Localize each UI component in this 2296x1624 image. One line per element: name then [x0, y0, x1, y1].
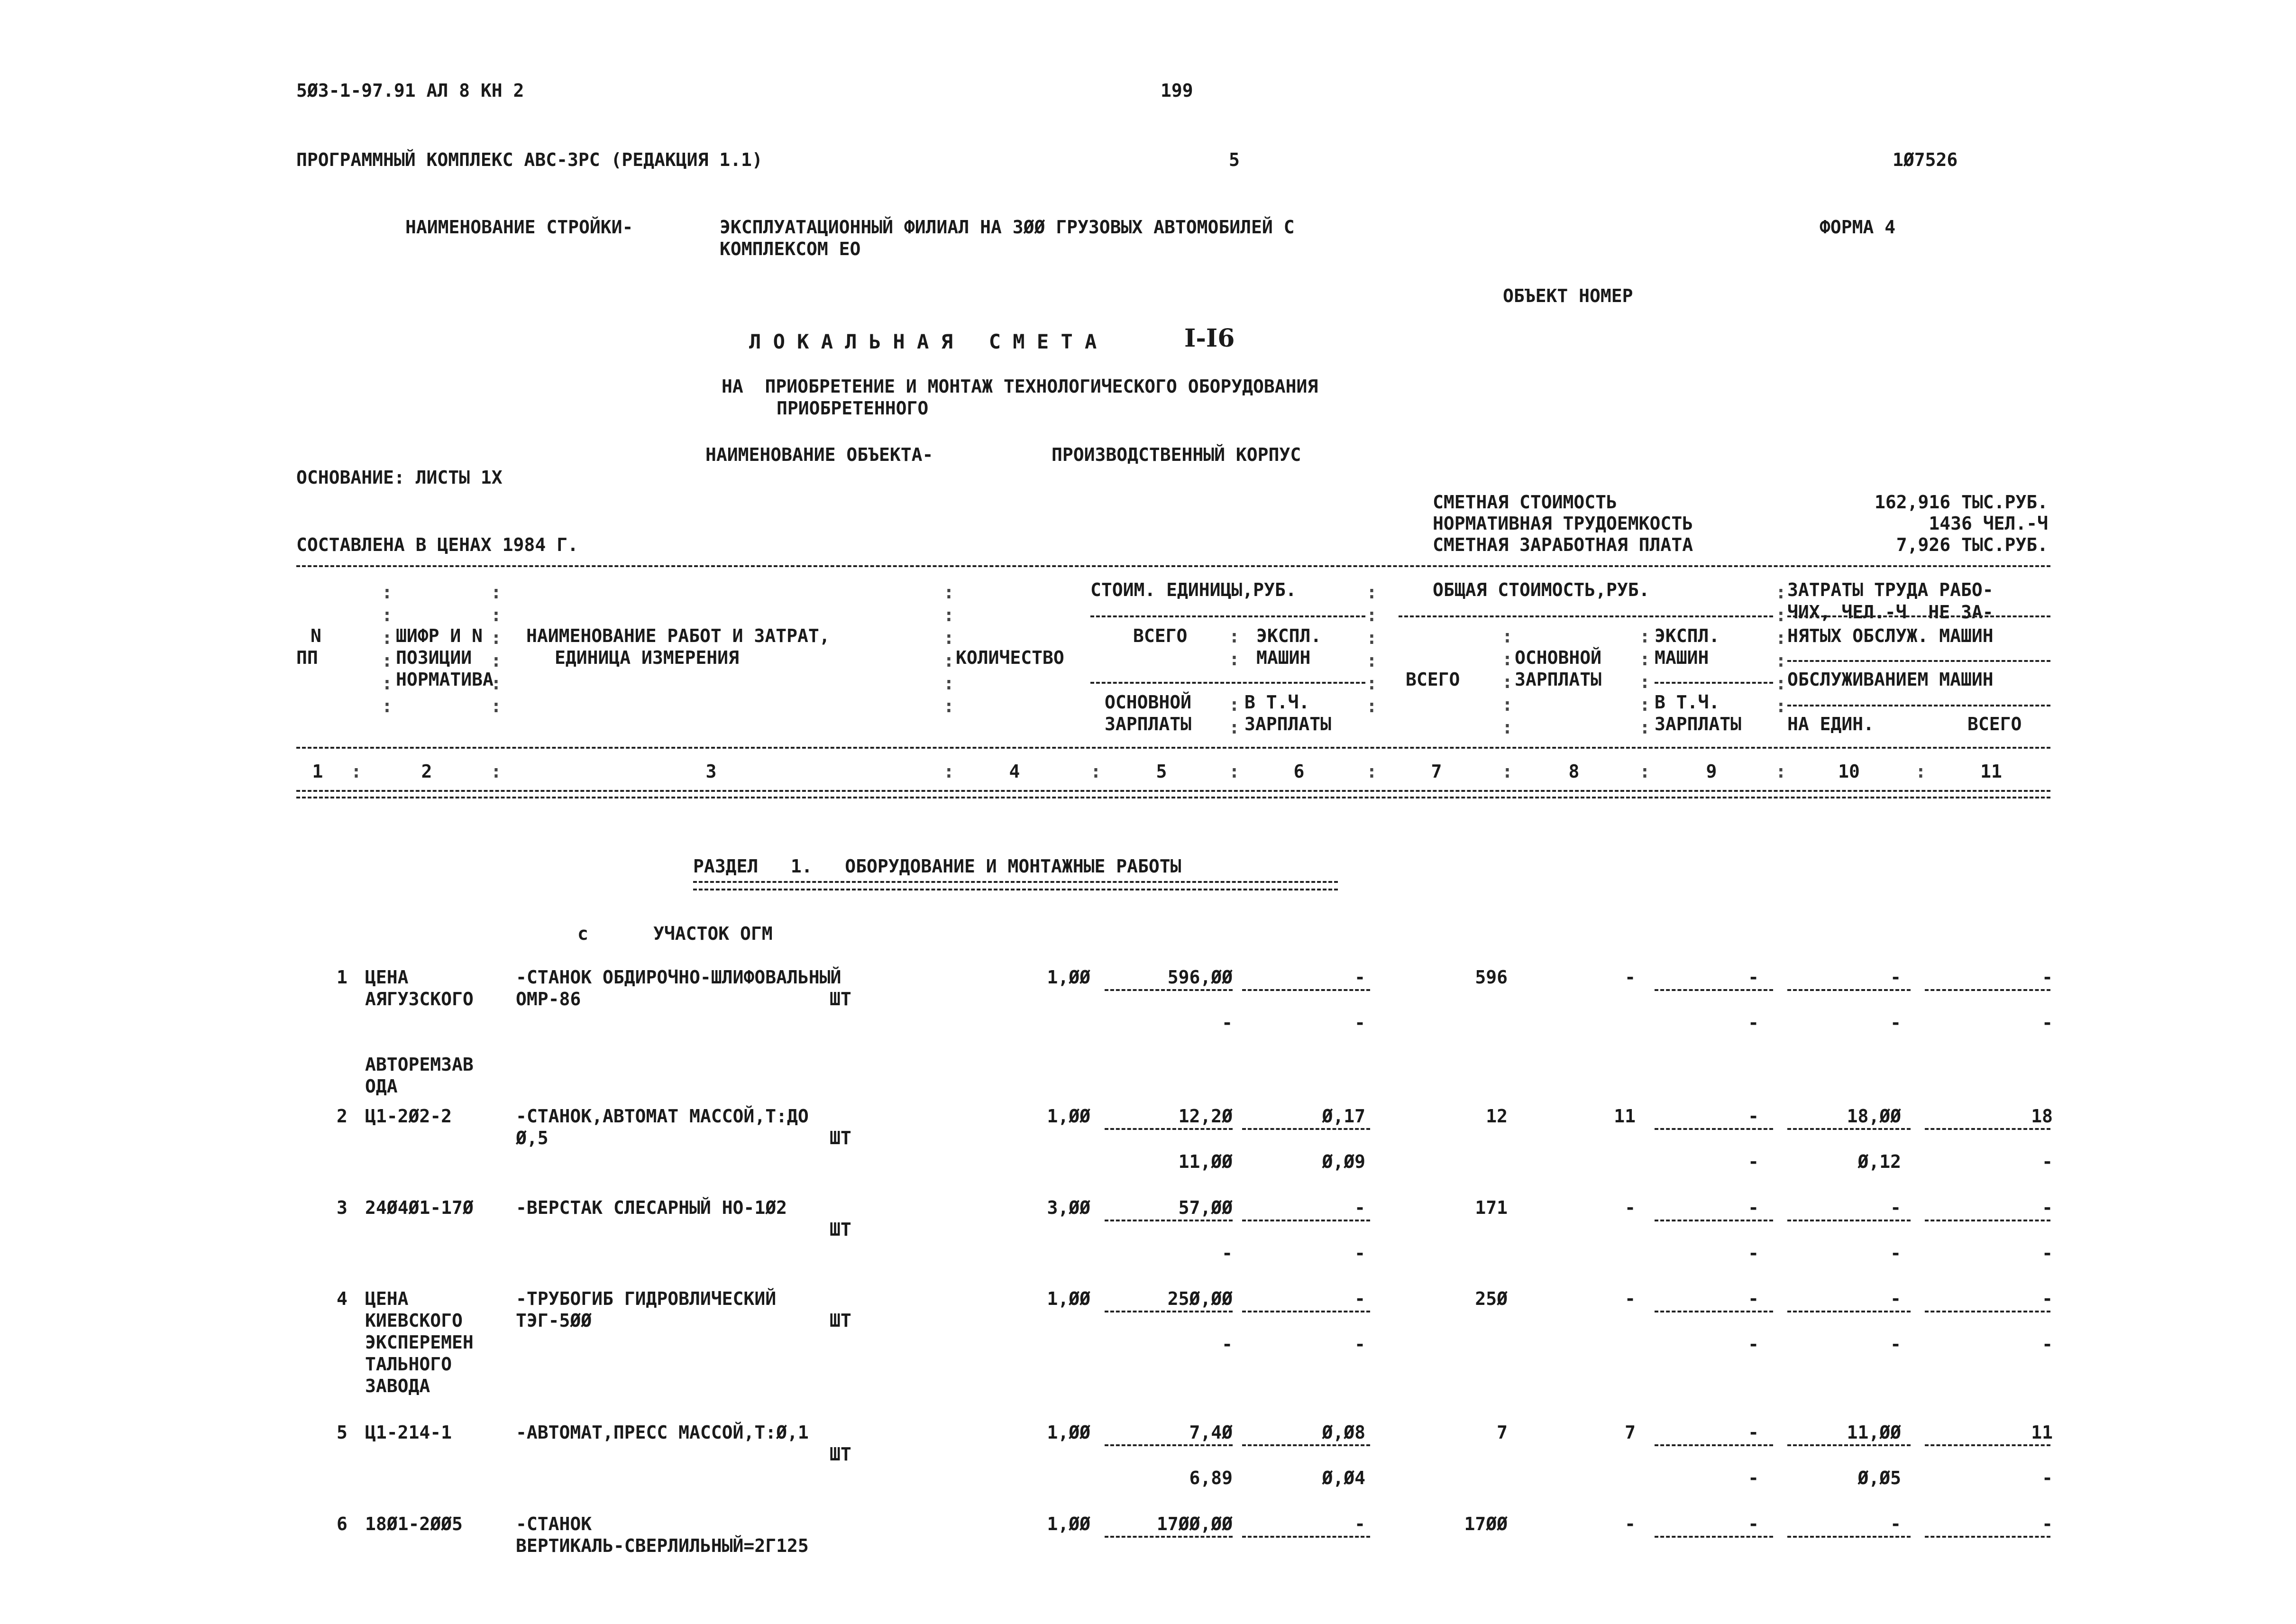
summary-label-labor: НОРМАТИВНАЯ ТРУДОЕМКОСТЬ	[1433, 513, 1693, 534]
form-label: ФОРМА 4	[1820, 217, 1896, 238]
row-unit-wage: 11,ØØ	[1178, 1151, 1233, 1172]
subsection-title: УЧАСТОК ОГМ	[653, 923, 773, 944]
cell-rule	[1655, 1220, 1773, 1221]
col-header-total-machines-2: МАШИН	[1655, 647, 1709, 668]
row-total-machine-wage: -	[1748, 1468, 1759, 1488]
construction-name: ЭКСПЛУАТАЦИОННЫЙ ФИЛИАЛ НА 3ØØ ГРУЗОВЫХ АВТОМОБИЛЕЙ С	[720, 217, 1295, 238]
section-title: РАЗДЕЛ 1. ОБОРУДОВАНИЕ И МОНТАЖНЫЕ РАБОТЫ	[693, 856, 1181, 877]
cell-rule	[1787, 1444, 1911, 1446]
header-inner-rule	[1787, 615, 2050, 617]
col-sep: :	[351, 761, 362, 782]
row-number: 3	[337, 1197, 348, 1218]
row-unit-wage: 6,89	[1189, 1468, 1233, 1488]
cell-rule	[1242, 1536, 1370, 1538]
col-number: 10	[1838, 761, 1860, 782]
col-number: 2	[421, 761, 432, 782]
col-header-labor-per-unit: НА ЕДИН.	[1787, 714, 1875, 734]
row-total-basic-wage: -	[1625, 1514, 1636, 1534]
row-name: -СТАНОК,АВТОМАТ МАССОЙ,Т:ДО	[516, 1106, 809, 1127]
row-unit-cost-machines: Ø,Ø8	[1322, 1422, 1365, 1443]
sheet-number: 5	[1229, 149, 1240, 170]
col-sep: :	[491, 761, 502, 782]
row-unit-wage: -	[1222, 1012, 1233, 1033]
row-total-cost: 12	[1486, 1106, 1508, 1127]
row-number: 1	[337, 967, 348, 988]
col-number: 1	[312, 761, 323, 782]
row-total-basic-wage: -	[1625, 1288, 1636, 1309]
row-total-cost: 25Ø	[1475, 1288, 1508, 1309]
row-total-machine-wage: -	[1748, 1334, 1759, 1355]
col-header-unit-machines-2: МАШИН	[1256, 647, 1311, 668]
row-unit-machine-wage: Ø,Ø9	[1322, 1151, 1365, 1172]
row-labor-total: 11	[2031, 1422, 2053, 1443]
row-unit-machine-wage: Ø,Ø4	[1322, 1468, 1365, 1488]
header-bottom-rule	[296, 747, 2050, 749]
col-sep: :	[1366, 761, 1377, 782]
col-sep: : : : : : :	[382, 582, 393, 716]
cell-rule	[1787, 989, 1911, 991]
row-total-basic-wage: -	[1625, 967, 1636, 988]
row-labor-total: -	[2042, 1514, 2053, 1534]
col-header-labor: ЗАТРАТЫ ТРУДА РАБО-	[1787, 579, 1994, 600]
row-total-machines: -	[1748, 1197, 1759, 1218]
col-header-code-3: НОРМАТИВА	[396, 669, 494, 690]
row-labor-per-unit: -	[1890, 1288, 1901, 1309]
cell-rule	[1655, 1128, 1773, 1130]
summary-label-wages: СМЕТНАЯ ЗАРАБОТНАЯ ПЛАТА	[1433, 534, 1693, 555]
estimate-basis: ОСНОВАНИЕ: ЛИСТЫ 1Х	[296, 467, 503, 488]
row-labor-total: -	[2042, 967, 2053, 988]
col-sep: : : : : : :	[943, 582, 954, 716]
col-sep: :	[1775, 761, 1786, 782]
row-labor-machine-total: -	[2042, 1468, 2053, 1488]
row-name: -ТРУБОГИБ ГИДРОВЛИЧЕСКИЙ	[516, 1288, 777, 1309]
col-sep: : : : : : :	[491, 582, 502, 716]
col-header-labor-4: ОБСЛУЖИВАНИЕМ МАШИН	[1787, 669, 1994, 690]
row-code: ЗАВОДА	[365, 1376, 430, 1396]
row-quantity: 1,ØØ	[1047, 1106, 1090, 1127]
row-labor-machine-total: -	[2042, 1334, 2053, 1355]
row-labor-per-unit: -	[1890, 1514, 1901, 1534]
row-labor-per-unit: -	[1890, 967, 1901, 988]
row-total-cost: 171	[1475, 1197, 1508, 1218]
row-code: ОДА	[365, 1076, 398, 1097]
header-inner-rule	[1399, 615, 1773, 617]
cell-rule	[1242, 1128, 1370, 1130]
row-name: -СТАНОК	[516, 1514, 592, 1534]
col-number: 7	[1431, 761, 1442, 782]
cell-rule	[1242, 1220, 1370, 1221]
col-number: 6	[1293, 761, 1305, 782]
header-inner-rule	[1787, 705, 2050, 706]
estimate-purpose: НА ПРИОБРЕТЕНИЕ И МОНТАЖ ТЕХНОЛОГИЧЕСКОГО ОБОРУДОВАНИЯ	[722, 376, 1318, 397]
row-name: -ВЕРСТАК СЛЕСАРНЫЙ НО-1Ø2	[516, 1197, 787, 1218]
header-inner-rule	[1090, 682, 1365, 684]
cell-rule	[1925, 1536, 2050, 1538]
object-number-label: ОБЪЕКТ НОМЕР	[1503, 285, 1633, 306]
col-header-total-basic-wage: ОСНОВНОЙ	[1515, 647, 1602, 668]
row-labor-machine-per-unit: -	[1890, 1334, 1901, 1355]
construction-name-cont: КОМПЛЕКСОМ ЕО	[720, 239, 861, 259]
row-code: 24Ø4Ø1-17Ø	[365, 1197, 474, 1218]
col-header-pp: ПП	[296, 647, 318, 668]
col-header-total-machines: ЭКСПЛ.	[1655, 625, 1720, 646]
col-sep: : : : : : :	[1366, 582, 1377, 716]
row-unit-cost-machines: -	[1354, 1197, 1365, 1218]
summary-label-cost: СМЕТНАЯ СТОИМОСТЬ	[1433, 492, 1617, 513]
row-unit-machine-wage: -	[1354, 1012, 1365, 1033]
row-code: ЭКСПЕРЕМЕН	[365, 1332, 474, 1353]
col-header-unit-cost: СТОИМ. ЕДИНИЦЫ,РУБ.	[1090, 579, 1297, 600]
col-header-unit-basic-wage: ОСНОВНОЙ	[1105, 692, 1192, 713]
col-number: 9	[1706, 761, 1717, 782]
row-total-machine-wage: -	[1748, 1151, 1759, 1172]
row-unit: ШТ	[830, 1219, 851, 1240]
row-quantity: 1,ØØ	[1047, 1288, 1090, 1309]
row-unit-cost-total: 57,ØØ	[1178, 1197, 1233, 1218]
col-sep: :	[1090, 761, 1101, 782]
cell-rule	[1787, 1536, 1911, 1538]
cell-rule	[1105, 989, 1233, 991]
row-total-machine-wage: -	[1748, 1243, 1759, 1264]
estimate-prices: СОСТАВЛЕНА В ЦЕНАХ 1984 Г.	[296, 534, 578, 555]
col-sep: : : : : :	[1502, 626, 1513, 738]
row-total-cost: 596	[1475, 967, 1508, 988]
row-total-machines: -	[1748, 967, 1759, 988]
cell-rule	[1655, 1536, 1773, 1538]
construction-label: НАИМЕНОВАНИЕ СТРОЙКИ-	[405, 217, 633, 238]
estimate-title: Л О К А Л Ь Н А Я С М Е Т А	[749, 330, 1097, 353]
row-number: 2	[337, 1106, 348, 1127]
row-unit: ШТ	[830, 1444, 851, 1465]
row-unit-wage: -	[1222, 1334, 1233, 1355]
cell-rule	[1105, 1536, 1233, 1538]
row-labor-machine-per-unit: -	[1890, 1012, 1901, 1033]
row-number: 4	[337, 1288, 348, 1309]
row-unit-cost-machines: Ø,17	[1322, 1106, 1365, 1127]
col-header-qty: КОЛИЧЕСТВО	[956, 647, 1064, 668]
col-header-labor-2: ЧИХ, ЧЕЛ.-Ч НЕ ЗА-	[1787, 602, 1994, 623]
row-unit-cost-total: 17ØØ,ØØ	[1156, 1514, 1233, 1534]
row-total-basic-wage: 11	[1614, 1106, 1636, 1127]
document-code: 5Ø3-1-97.91 АЛ 8 КН 2	[296, 80, 524, 101]
col-header-name: НАИМЕНОВАНИЕ РАБОТ И ЗАТРАТ,	[526, 625, 830, 646]
row-name: ВЕРТИКАЛЬ-СВЕРЛИЛЬНЫЙ=2Г125	[516, 1535, 809, 1556]
col-sep: :	[1639, 761, 1650, 782]
cell-rule	[1242, 989, 1370, 991]
col-number: 4	[1009, 761, 1020, 782]
col-sep: :	[1915, 761, 1926, 782]
column-numbers-rule	[296, 797, 2050, 798]
summary-value-cost: 162,916 ТЫС.РУБ.	[1874, 492, 2048, 513]
estimate-number: I-I6	[1184, 324, 1235, 353]
row-name: ОМР-86	[516, 989, 581, 1009]
row-labor-machine-total: -	[2042, 1151, 2053, 1172]
row-total-cost: 17ØØ	[1464, 1514, 1508, 1534]
row-number: 5	[337, 1422, 348, 1443]
col-header-unit-total: ВСЕГО	[1133, 625, 1188, 646]
cell-rule	[1655, 1444, 1773, 1446]
row-quantity: 3,ØØ	[1047, 1197, 1090, 1218]
table-top-rule	[296, 565, 2050, 567]
row-total-machines: -	[1748, 1514, 1759, 1534]
row-name: ТЭГ-5ØØ	[516, 1310, 592, 1331]
cell-rule	[1105, 1220, 1233, 1221]
cell-rule	[1242, 1444, 1370, 1446]
cell-rule	[1925, 1311, 2050, 1312]
row-unit: ШТ	[830, 1128, 851, 1148]
summary-value-labor: 1436 ЧЕЛ.-Ч	[1929, 513, 2048, 534]
row-unit-cost-total: 12,2Ø	[1178, 1106, 1233, 1127]
cell-rule	[1925, 1128, 2050, 1130]
cell-rule	[1787, 1220, 1911, 1221]
row-code: Ц1-214-1	[365, 1422, 452, 1443]
header-inner-rule	[1655, 682, 1773, 684]
row-code: АВТОРЕМЗАВ	[365, 1054, 474, 1075]
row-labor-total: -	[2042, 1288, 2053, 1309]
row-labor-machine-total: -	[2042, 1243, 2053, 1264]
col-number: 5	[1156, 761, 1167, 782]
header-inner-rule	[1090, 615, 1365, 617]
col-sep: : : : : : :	[1775, 582, 1786, 716]
row-number: 6	[337, 1514, 348, 1534]
col-header-total-basic-wage-2: ЗАРПЛАТЫ	[1515, 669, 1602, 690]
row-total-basic-wage: 7	[1625, 1422, 1636, 1443]
col-header-total-cost: ОБЩАЯ СТОИМОСТЬ,РУБ.	[1433, 579, 1650, 600]
summary-value-wages: 7,926 ТЫС.РУБ.	[1896, 534, 2048, 555]
row-quantity: 1,ØØ	[1047, 967, 1090, 988]
row-labor-total: -	[2042, 1197, 2053, 1218]
cell-rule	[1655, 989, 1773, 991]
col-header-n: N	[311, 625, 321, 646]
row-unit-cost-total: 596,ØØ	[1167, 967, 1233, 988]
object-label: НАИМЕНОВАНИЕ ОБЪЕКТА-	[705, 444, 933, 465]
col-header-unit-machines: ЭКСПЛ.	[1256, 625, 1322, 646]
row-quantity: 1,ØØ	[1047, 1514, 1090, 1534]
row-name: -АВТОМАТ,ПРЕСС МАССОЙ,Т:Ø,1	[516, 1422, 809, 1443]
section-underline	[693, 881, 1338, 890]
cell-rule	[1105, 1128, 1233, 1130]
cell-rule	[1925, 1220, 2050, 1221]
row-name: Ø,5	[516, 1128, 549, 1148]
cell-rule	[1242, 1311, 1370, 1312]
row-unit-machine-wage: -	[1354, 1243, 1365, 1264]
row-unit-cost-total: 7,4Ø	[1189, 1422, 1233, 1443]
col-sep: :	[1502, 761, 1513, 782]
row-unit: ШТ	[830, 989, 851, 1009]
col-number: 8	[1568, 761, 1580, 782]
cell-rule	[1105, 1311, 1233, 1312]
col-sep: : : : :	[1229, 626, 1240, 738]
column-numbers-rule	[296, 790, 2050, 792]
cell-rule	[1105, 1444, 1233, 1446]
col-header-total-all: ВСЕГО	[1406, 669, 1460, 690]
col-sep: :	[943, 761, 954, 782]
cell-rule	[1925, 989, 2050, 991]
row-total-machines: -	[1748, 1106, 1759, 1127]
row-labor-machine-per-unit: -	[1890, 1243, 1901, 1264]
row-labor-machine-per-unit: Ø,Ø5	[1857, 1468, 1901, 1488]
row-labor-per-unit: -	[1890, 1197, 1901, 1218]
col-header-total-incl-2: ЗАРПЛАТЫ	[1655, 714, 1742, 734]
col-header-unit-incl-2: ЗАРПЛАТЫ	[1244, 714, 1332, 734]
object-name: ПРОИЗВОДСТВЕННЫЙ КОРПУС	[1052, 444, 1301, 465]
row-labor-per-unit: 11,ØØ	[1847, 1422, 1901, 1443]
row-unit-machine-wage: -	[1354, 1334, 1365, 1355]
row-code: 18Ø1-2ØØ5	[365, 1514, 463, 1534]
row-total-machine-wage: -	[1748, 1012, 1759, 1033]
cell-rule	[1655, 1311, 1773, 1312]
page-number: 199	[1161, 80, 1193, 101]
row-unit-cost-total: 25Ø,ØØ	[1167, 1288, 1233, 1309]
row-total-machines: -	[1748, 1422, 1759, 1443]
row-unit: ШТ	[830, 1310, 851, 1331]
program-title: ПРОГРАММНЫЙ КОМПЛЕКС АВС-ЗРС (РЕДАКЦИЯ 1.1)	[296, 149, 763, 170]
header-inner-rule	[1787, 660, 2050, 662]
col-sep: : : : : :	[1639, 626, 1650, 738]
col-header-code-2: ПОЗИЦИИ	[396, 647, 472, 668]
col-header-unit-incl: В Т.Ч.	[1244, 692, 1310, 713]
cell-rule	[1787, 1128, 1911, 1130]
cell-rule	[1787, 1311, 1911, 1312]
row-code: ТАЛЬНОГО	[365, 1354, 452, 1375]
col-header-unit: ЕДИНИЦА ИЗМЕРЕНИЯ	[555, 647, 739, 668]
row-unit-cost-machines: -	[1354, 967, 1365, 988]
row-code: ЦЕНА	[365, 1288, 409, 1309]
col-sep: :	[1229, 761, 1240, 782]
col-number: 3	[705, 761, 717, 782]
row-code: КИЕВСКОГО	[365, 1310, 463, 1331]
row-unit-cost-machines: -	[1354, 1288, 1365, 1309]
row-labor-machine-total: -	[2042, 1012, 2053, 1033]
row-total-cost: 7	[1497, 1422, 1508, 1443]
row-quantity: 1,ØØ	[1047, 1422, 1090, 1443]
row-unit-cost-machines: -	[1354, 1514, 1365, 1534]
row-labor-machine-per-unit: Ø,12	[1857, 1151, 1901, 1172]
row-total-machines: -	[1748, 1288, 1759, 1309]
cell-rule	[1925, 1444, 2050, 1446]
row-code: АЯГУЗСКОГО	[365, 989, 474, 1009]
col-header-labor-total: ВСЕГО	[1967, 714, 2022, 734]
subsection-mark: с	[577, 923, 588, 944]
row-total-basic-wage: -	[1625, 1197, 1636, 1218]
row-name: -СТАНОК ОБДИРОЧНО-ШЛИФОВАЛЬНЫЙ	[516, 967, 842, 988]
col-header-total-incl: В Т.Ч.	[1655, 692, 1720, 713]
row-code: Ц1-2Ø2-2	[365, 1106, 452, 1127]
row-labor-total: 18	[2031, 1106, 2053, 1127]
estimate-purpose-cont: ПРИОБРЕТЕННОГО	[777, 398, 929, 419]
col-header-code: ШИФР И N	[396, 625, 483, 646]
id-number: 1Ø7526	[1893, 149, 1958, 170]
row-labor-per-unit: 18,ØØ	[1847, 1106, 1901, 1127]
row-unit-wage: -	[1222, 1243, 1233, 1264]
row-code: ЦЕНА	[365, 967, 409, 988]
col-header-unit-basic-wage-2: ЗАРПЛАТЫ	[1105, 714, 1192, 734]
col-header-labor-3: НЯТЫХ ОБСЛУЖ. МАШИН	[1787, 625, 1994, 646]
col-number: 11	[1980, 761, 2002, 782]
